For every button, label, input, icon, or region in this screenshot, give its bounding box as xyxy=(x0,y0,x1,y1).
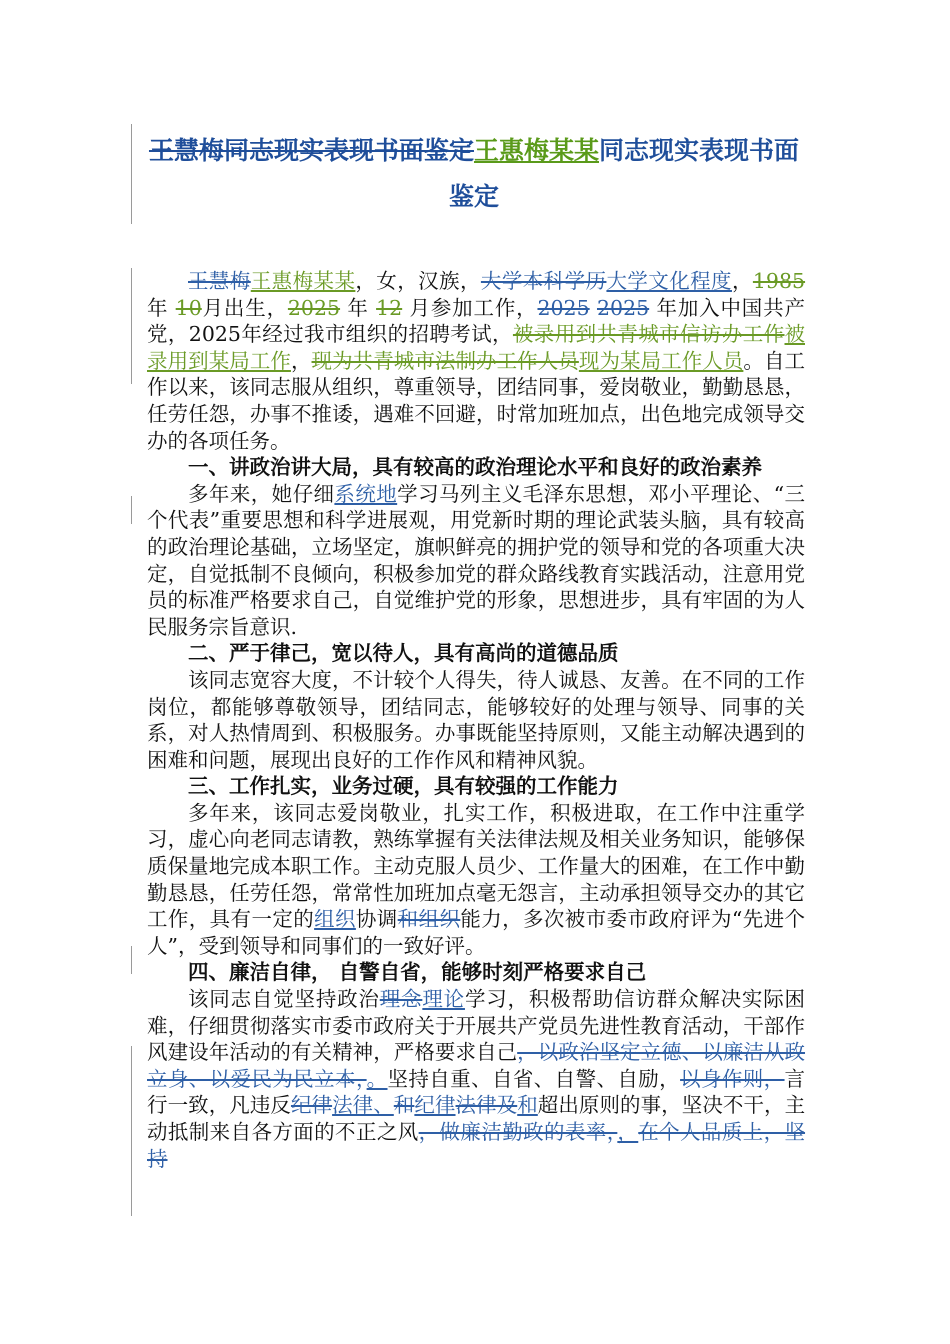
deleted-text: 王慧梅 xyxy=(188,269,251,293)
document-body xyxy=(147,268,805,1172)
deleted-text: 现为共青城市法制办工作人员 xyxy=(311,348,579,373)
inserted-text: 王惠梅某某 xyxy=(473,136,599,165)
inserted-text: 大学文化程度 xyxy=(606,269,732,293)
deleted-text: 1985 xyxy=(752,269,806,293)
deleted-text: 10 xyxy=(175,295,202,320)
paragraph-text: 该同志自觉坚持政治 xyxy=(188,987,380,1012)
inserted-text: 纪律 xyxy=(414,1093,456,1118)
inserted-text: 王惠梅某某 xyxy=(250,269,356,293)
deleted-text: 大学本科学历 xyxy=(480,269,607,293)
paragraph-text: 月出生， xyxy=(201,295,288,320)
section-paragraph xyxy=(147,481,805,641)
inserted-text: 被录用到某局工作 xyxy=(147,322,805,373)
inserted-text: 现为某局工作人员 xyxy=(578,348,744,373)
paragraph-text: 多年来，该同志爱岗敬业，扎实工作，积极进取，在工作中注重学习，虚心向老同志请教，熟练掌握有关法律法规及相关业务知识，能够保质保量地完成本职工作。主动克服人员少、工作量大的困难，在工作中勤勤恳恳，任劳任怨，常常性加班加点毫无怨言，主动承担领导交办的其它工作，具有一定的 xyxy=(147,800,805,932)
inserted-text: 。 xyxy=(366,1066,388,1091)
deleted-text: 2025 xyxy=(596,295,650,320)
paragraph-text: ，女，汉族， xyxy=(355,269,481,293)
deleted-text: 2025 xyxy=(287,295,341,320)
deleted-text: 12 xyxy=(376,295,403,320)
deleted-text: ，做廉洁勤政的表率， xyxy=(418,1120,618,1144)
paragraph-text: 。自工作以来，该同志服从组织，尊重领导，团结同事，爱岗敬业，勤勤恳恳，任劳任怨，办事不推诿，遇难不回避，时常加班加点，出色地完成领导交办的各项任务。 xyxy=(147,348,806,453)
paragraph-text: 学习马列主义毛泽东思想，邓小平理论、“三个代表”重要思想和科学进展观，用党新时期的理论武装头脑，具有较高的政治理论基础，立场坚定，旗帜鲜亮的拥护党的领导和党的各项重大决定，自觉抵制不良倾向，积极参加党的群众路线教育实践活动，注意用党员的标准严格要求自己，自觉维护党的形象，思想进步，具有牢固的为人民服务宗旨意识. xyxy=(147,481,806,639)
paragraph-text: ， xyxy=(731,269,753,293)
section-heading: 一、讲政治讲大局，具有较高的政治理论水平和良好的政治素养 xyxy=(188,455,762,480)
deleted-text: 理念 xyxy=(379,987,423,1012)
paragraph-text: 年 xyxy=(340,295,377,320)
paragraph-text: 协调 xyxy=(355,907,398,932)
section-paragraph xyxy=(147,986,805,1172)
deleted-text: ，以政治坚定立德、以廉洁从政立身、以爱民为民立本， xyxy=(147,1040,806,1091)
inserted-text: 理论 xyxy=(422,987,465,1012)
deleted-text: 法律及 xyxy=(455,1093,518,1118)
paragraph-text: 多年来，她仔细 xyxy=(188,481,335,506)
change-bar xyxy=(131,268,132,384)
paragraph-text: 年 xyxy=(147,295,176,320)
deleted-text: 和 xyxy=(393,1093,415,1118)
title-text: 同志现实表现书面鉴定 xyxy=(448,136,800,211)
inserted-text: ， xyxy=(617,1120,639,1144)
section-heading: 四、廉洁自律， 自警自省，能够时刻严格要求自己 xyxy=(188,960,647,985)
page-title xyxy=(140,128,808,220)
paragraph-text: 年加入中国共产党，2025年经过我市组织的招聘考试， xyxy=(147,295,805,347)
change-bar xyxy=(131,1046,132,1216)
paragraph-text: 坚持自重、自省、自警、自励， xyxy=(387,1066,681,1091)
deleted-text: 王慧梅同志现实表现书面鉴定 xyxy=(148,136,474,165)
change-bar xyxy=(131,946,132,974)
deleted-text: 被录用到共青城市信访办工作 xyxy=(512,322,785,347)
section-paragraph: 该同志宽容大度，不计较个人得失，待人诚恳、友善。在不同的工作岗位，都能够尊敬领导，团结同志，能够较好的处理与领导、同事的关系，对人热情周到、积极服务。办事既能坚持原则，又能主动解决遇到的困难和问题，展现出良好的工作作风和精神风貌。 xyxy=(147,667,805,772)
inserted-text: 法律、 xyxy=(332,1093,394,1118)
deleted-text: 和组织 xyxy=(397,907,461,932)
deleted-text: 2025 xyxy=(537,295,590,320)
inserted-text: 系统地 xyxy=(334,481,398,506)
change-bar xyxy=(131,124,132,224)
paragraph-text: 超出原则的事，坚决不干，主动抵制来自各方面的不正之风 xyxy=(147,1093,806,1144)
paragraph-text: 能力，多次被市委市政府评为“先进个人”，受到领导和同事们的一致好评。 xyxy=(147,907,806,958)
paragraph-text xyxy=(590,296,597,320)
intro-paragraph xyxy=(147,268,805,454)
deleted-text: 在个人品质上，坚持 xyxy=(147,1120,806,1171)
paragraph-text: 学习，积极帮助信访群众解决实际困难，仔细贯彻落实市委市政府关于开展共产党员先进性教育活动，干部作风建设年活动的有关精神，严格要求自己 xyxy=(147,987,806,1065)
section-heading: 二、严于律己，宽以待人，具有高尚的道德品质 xyxy=(188,641,619,666)
deleted-text: 以身作则， xyxy=(680,1066,785,1091)
paragraph-text: 言行一致，凡违反 xyxy=(147,1066,806,1118)
section-heading: 三、工作扎实，业务过硬，具有较强的工作能力 xyxy=(188,774,619,799)
inserted-text: 和 xyxy=(517,1093,538,1118)
deleted-text: 纪律 xyxy=(290,1093,333,1118)
paragraph-text: 月参加工作， xyxy=(402,295,538,320)
paragraph-text: ， xyxy=(290,348,312,373)
section-paragraph xyxy=(147,800,805,960)
inserted-text: 组织 xyxy=(314,907,356,932)
change-bar xyxy=(131,496,132,524)
